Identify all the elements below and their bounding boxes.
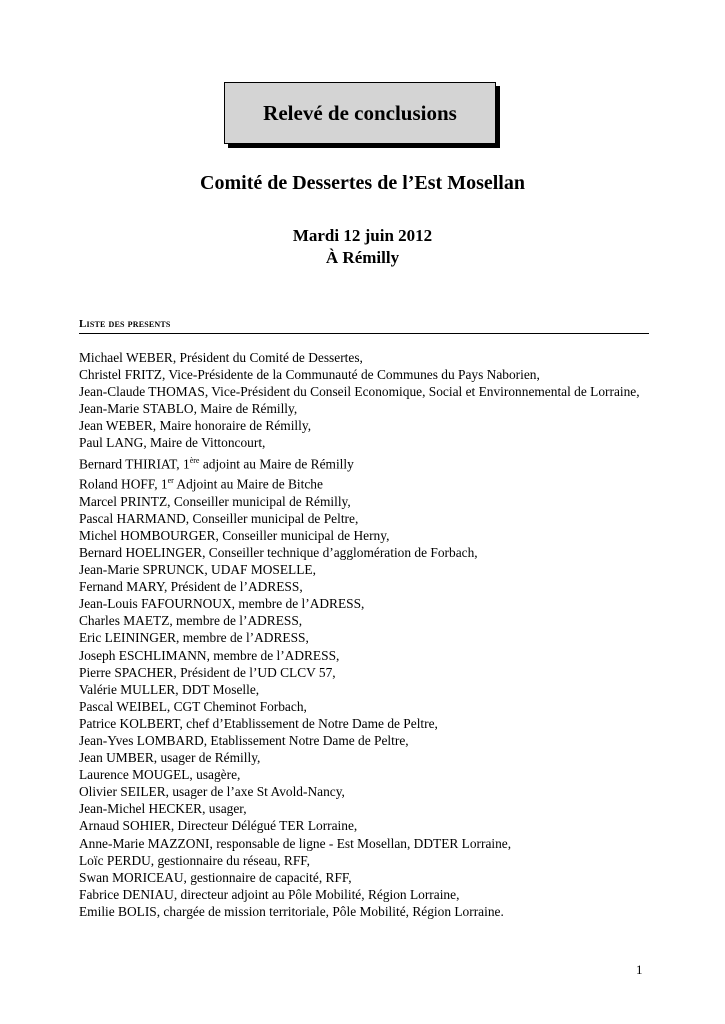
attendee-entry: Charles MAETZ, membre de l’ADRESS, <box>79 613 303 629</box>
attendee-entry: Laurence MOUGEL, usagère, <box>79 767 241 783</box>
section-heading <box>79 318 649 332</box>
attendee-entry: Arnaud SOHIER, Directeur Délégué TER Lorraine, <box>79 818 358 834</box>
attendee-entry: Jean-Michel HECKER, usager, <box>79 801 247 817</box>
attendee-text: Roland HOFF, 1 <box>79 476 168 492</box>
section-divider <box>79 333 649 334</box>
attendee-entry: Loïc PERDU, gestionnaire du réseau, RFF, <box>79 852 311 868</box>
ordinal-superscript: ère <box>189 455 200 465</box>
attendee-entry: Jean UMBER, usager de Rémilly, <box>79 750 261 766</box>
attendee-entry: Pierre SPACHER, Président de l’UD CLCV 57, <box>79 664 336 680</box>
attendee-entry <box>79 452 649 473</box>
attendee-entry: Jean-Claude THOMAS, Vice-Président du Conseil Economique, Social et Environnemental de Lorraine, <box>79 384 640 400</box>
attendee-entry: Jean-Marie SPRUNCK, UDAF MOSELLE, <box>79 562 316 578</box>
attendee-text: Adjoint au Maire de Bitche <box>173 476 323 492</box>
attendee-entry: Christel FRITZ, Vice-Présidente de la Communauté de Communes du Pays Naborien, <box>79 367 540 383</box>
document-title: Relevé de conclusions <box>263 100 457 125</box>
attendee-entry: Bernard HOELINGER, Conseiller technique d’agglomération de Forbach, <box>79 544 478 560</box>
attendee-entry: Fernand MARY, Président de l’ADRESS, <box>79 579 303 595</box>
attendee-entry: Patrice KOLBERT, chef d’Etablissement de Notre Dame de Peltre, <box>79 715 438 731</box>
attendee-entry: Jean-Yves LOMBARD, Etablissement Notre Dame de Peltre, <box>79 733 409 748</box>
attendee-entry: Marcel PRINTZ, Conseiller municipal de Rémilly, <box>79 493 351 509</box>
attendee-entry: Jean WEBER, Maire honoraire de Rémilly, <box>79 418 312 434</box>
ordinal-superscript: er <box>167 476 174 486</box>
attendee-text: Bernard THIRIAT, 1 <box>79 456 190 472</box>
page-number: 1 <box>636 962 643 977</box>
attendee-entry: Michael WEBER, Président du Comité de Dessertes, <box>79 350 363 365</box>
section-heading-text: Liste des presents <box>79 318 171 330</box>
attendee-list <box>79 349 649 920</box>
attendee-entry: Olivier SEILER, usager de l’axe St Avold-Nancy, <box>79 784 345 800</box>
attendee-entry: Pascal HARMAND, Conseiller municipal de Peltre, <box>79 510 359 526</box>
attendee-entry: Emilie BOLIS, chargée de mission territoriale, Pôle Mobilité, Région Lorraine. <box>79 903 504 919</box>
attendee-entry: Anne-Marie MAZZONI, responsable de ligne - Est Mosellan, DDTER Lorraine, <box>79 835 512 851</box>
meeting-info <box>0 225 725 269</box>
attendee-entry: Jean-Louis FAFOURNOUX, membre de l’ADRESS, <box>79 596 365 612</box>
title-box <box>224 82 496 144</box>
attendee-entry: Jean-Marie STABLO, Maire de Rémilly, <box>79 401 298 417</box>
attendee-entry: Pascal WEIBEL, CGT Cheminot Forbach, <box>79 698 307 714</box>
attendee-entry: Paul LANG, Maire de Vittoncourt, <box>79 435 266 451</box>
attendee-entry: Joseph ESCHLIMANN, membre de l’ADRESS, <box>79 647 340 663</box>
attendee-text: adjoint au Maire de Rémilly <box>199 456 354 472</box>
attendee-entry: Swan MORICEAU, gestionnaire de capacité, RFF, <box>79 869 352 885</box>
attendee-entry: Fabrice DENIAU, directeur adjoint au Pôle Mobilité, Région Lorraine, <box>79 886 460 902</box>
attendee-entry: Eric LEININGER, membre de l’ADRESS, <box>79 630 309 646</box>
meeting-place: À Rémilly <box>325 248 400 267</box>
attendee-entry: Valérie MULLER, DDT Moselle, <box>79 681 260 697</box>
attendee-entry <box>79 472 649 493</box>
committee-name: Comité de Dessertes de l’Est Mosellan <box>200 172 525 194</box>
attendee-entry: Michel HOMBOURGER, Conseiller municipal de Herny, <box>79 527 390 543</box>
meeting-date: Mardi 12 juin 2012 <box>292 226 433 245</box>
